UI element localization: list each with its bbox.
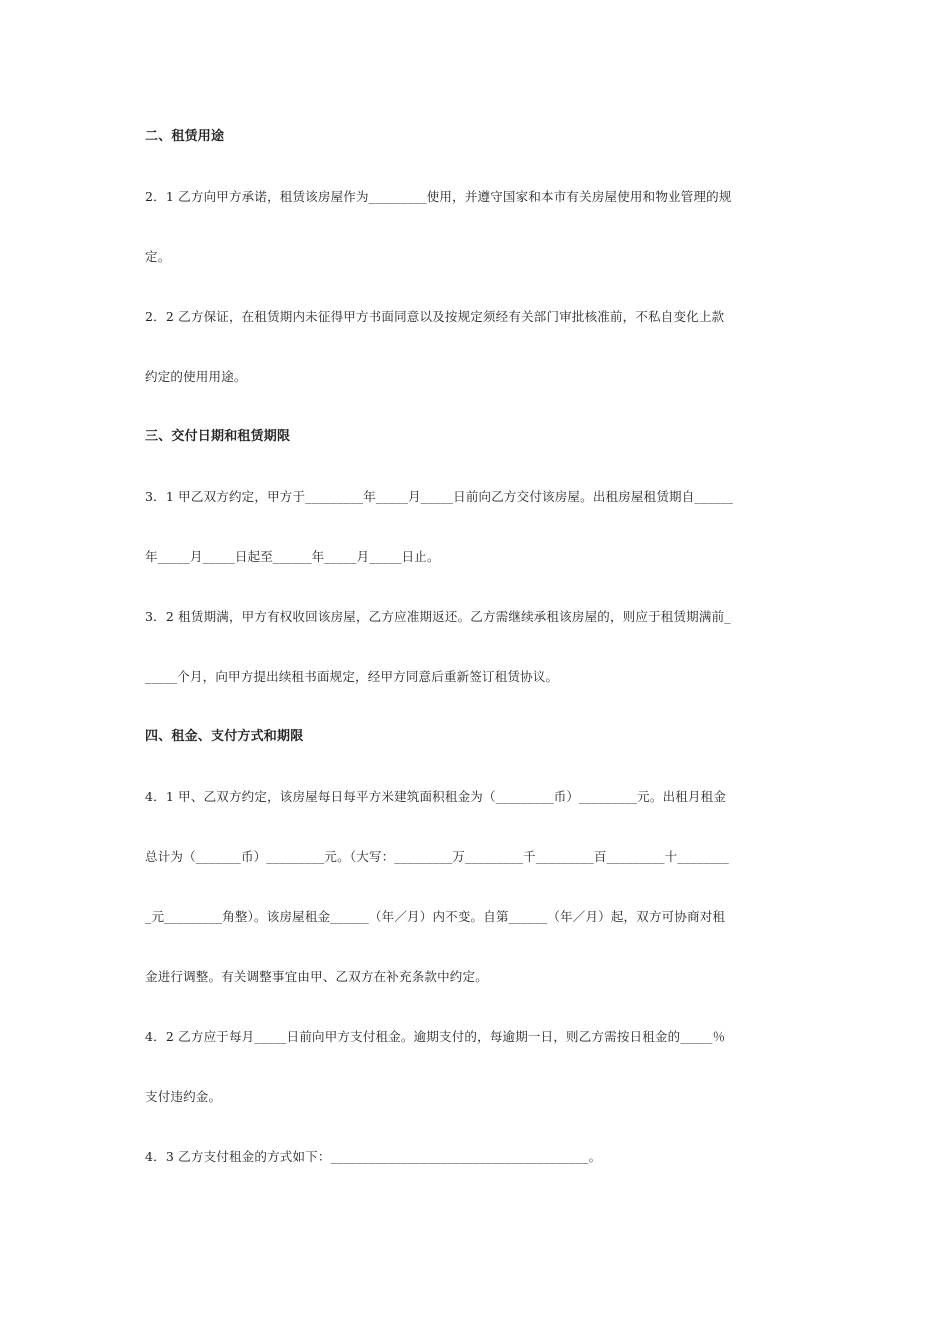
clause-3-2-line-1: 3．2 租赁期满，甲方有权收回该房屋，乙方应准期返还。乙方需继续承租该房屋的，则应于租赁期满前_ <box>145 609 731 624</box>
heading-lease-purpose: 二、租赁用途 <box>145 129 225 144</box>
clause-4-1-line-3: _元_________角整）。该房屋租金______（年／月）内不变。自第______（年／月）起，双方可协商对租 <box>145 909 726 924</box>
heading-rent-and-payment: 四、租金、支付方式和期限 <box>145 729 304 744</box>
clause-3-1-line-2: 年_____月_____日起至______年_____月_____日止。 <box>145 549 440 564</box>
clause-4-2-line-1: 4．2 乙方应于每月_____日前向甲方支付租金。逾期支付的，每逾期一日，则乙方需按日租金的_____％ <box>145 1029 726 1044</box>
clause-4-2-line-2: 支付违约金。 <box>145 1089 222 1104</box>
clause-2-1-line-1: 2．1 乙方向甲方承诺，租赁该房屋作为_________使用，并遵守国家和本市有关房屋使用和物业管理的规 <box>145 189 732 204</box>
clause-2-2-line-1: 2．2 乙方保证，在租赁期内未征得甲方书面同意以及按规定须经有关部门审批核准前，不私自变化上款 <box>145 309 725 324</box>
clause-4-1-line-1: 4．1 甲、乙双方约定，该房屋每日每平方米建筑面积租金为（_________币）_________元。出租月租金 <box>145 789 727 804</box>
clause-2-2-line-2: 约定的使用用途。 <box>145 369 247 384</box>
clause-4-1-line-2: 总计为（_______币）_________元。（大写：_________万_________千_________百_________十________ <box>145 849 729 864</box>
clause-2-1-line-2: 定。 <box>145 249 171 264</box>
heading-delivery-and-term: 三、交付日期和租赁期限 <box>145 429 291 444</box>
clause-3-1-line-1: 3．1 甲乙双方约定，甲方于_________年_____月_____日前向乙方交付该房屋。出租房屋租赁期自______ <box>145 489 734 504</box>
clause-4-1-line-4: 金进行调整。有关调整事宜由甲、乙双方在补充条款中约定。 <box>145 969 488 984</box>
clause-4-3-line-1: 4．3 乙方支付租金的方式如下：________________________________________。 <box>145 1149 602 1164</box>
clause-3-2-line-2: _____个月，向甲方提出续租书面规定，经甲方同意后重新签订租赁协议。 <box>145 669 559 684</box>
